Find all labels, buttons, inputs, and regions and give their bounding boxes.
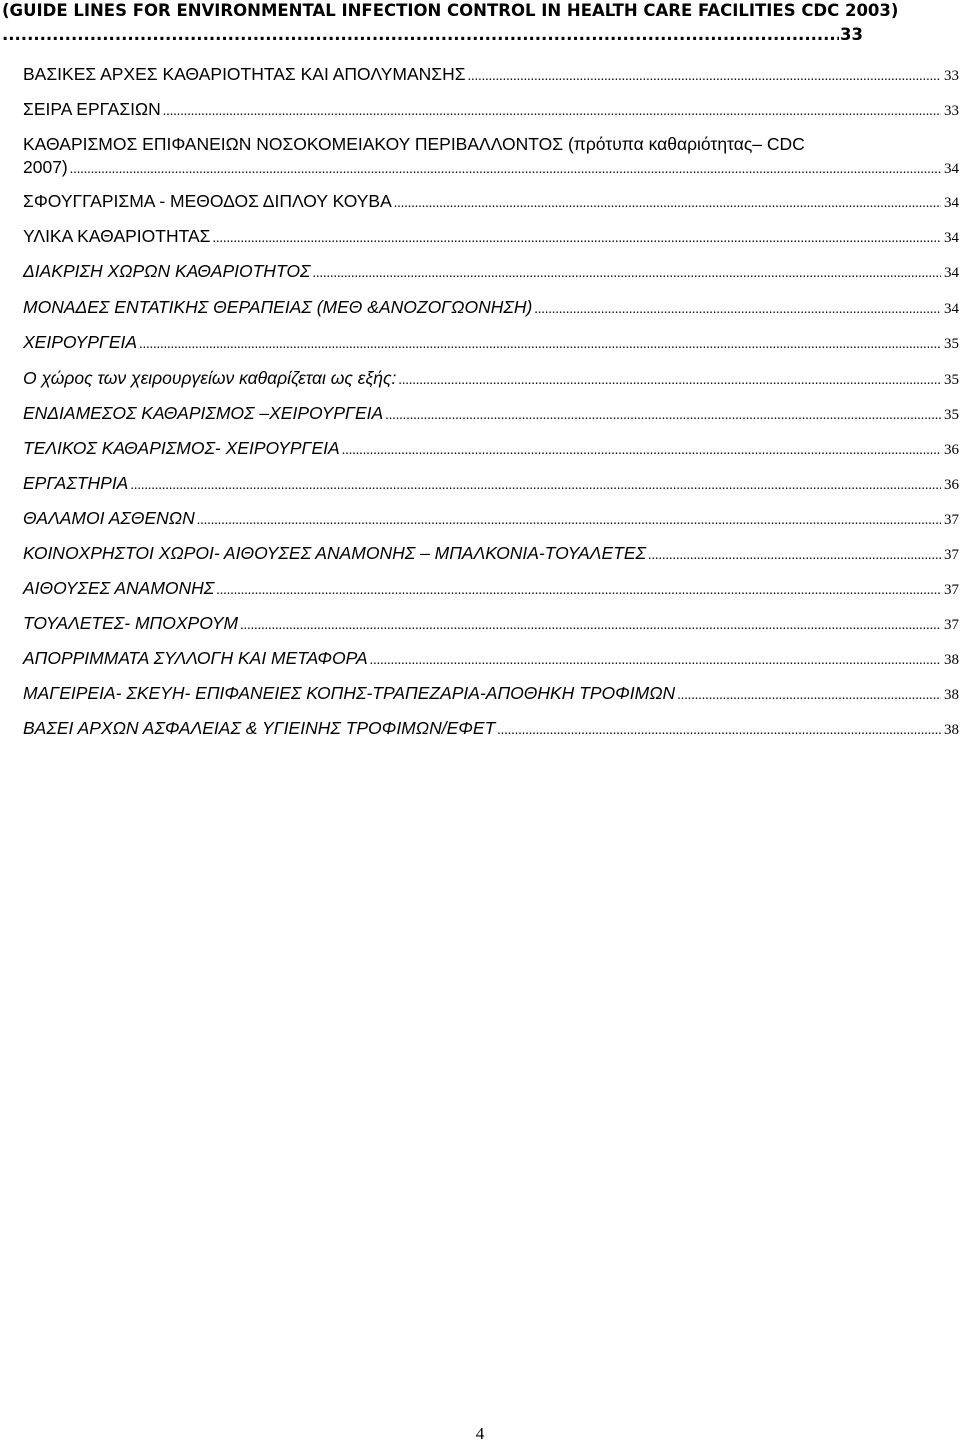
toc-entry[interactable]	[23, 577, 959, 602]
toc-entry-page: 34	[944, 161, 959, 177]
dot-leader	[534, 299, 941, 321]
dot-leader	[139, 334, 941, 356]
toc-entry[interactable]	[23, 331, 959, 356]
dot-leader	[163, 101, 941, 123]
toc-entry-page: 34	[944, 230, 959, 246]
toc-entry[interactable]	[23, 225, 959, 250]
dot-leader	[2, 24, 839, 46]
toc-entry[interactable]	[23, 472, 959, 497]
toc-entry-title: ΕΝΔΙΑΜΕΣΟΣ ΚΑΘΑΡΙΣΜΟΣ –ΧΕΙΡΟΥΡΓΕΙΑ	[23, 403, 384, 423]
toc-entry-page: 35	[944, 372, 959, 388]
toc-entry[interactable]	[23, 507, 959, 532]
toc-entry-page: 33	[944, 68, 959, 84]
dot-leader	[385, 405, 941, 427]
toc-entry[interactable]	[23, 402, 959, 427]
toc-heading-leader-line	[2, 24, 863, 46]
toc-entry[interactable]	[23, 717, 959, 742]
toc-entry-title-line1[interactable]: ΚΑΘΑΡΙΣΜΟΣ ΕΠΙΦΑΝΕΙΩΝ ΝΟΣΟΚΟΜΕΙΑΚΟΥ ΠΕΡΙΒΑΛΛΟΝΤΟΣ (πρότυπα καθαριότητας– CDC	[23, 134, 805, 154]
toc-entry-title: Ο χώρος των χειρουργείων καθαρίζεται ως εξής:	[23, 368, 397, 388]
toc-entry-title: ΑΠΟΡΡΙΜΜΑΤΑ ΣΥΛΛΟΓΗ ΚΑΙ ΜΕΤΑΦΟΡΑ	[23, 648, 368, 668]
toc-entry-page: 34	[944, 301, 959, 317]
toc-entry[interactable]	[23, 682, 959, 707]
dot-leader	[398, 370, 941, 392]
toc-entry-title: ΤΕΛΙΚΟΣ ΚΑΘΑΡΙΣΜΟΣ- ΧΕΙΡΟΥΡΓΕΙΑ	[23, 438, 340, 458]
toc-entry-page: 38	[944, 687, 959, 703]
toc-entry-page: 34	[944, 265, 959, 281]
toc-entry-page: 33	[944, 103, 959, 119]
toc-entry-page: 35	[944, 336, 959, 352]
dot-leader	[370, 650, 941, 672]
toc-entry-title: ΜΟΝΑΔΕΣ ΕΝΤΑΤΙΚΗΣ ΘΕΡΑΠΕΙΑΣ (ΜΕΘ &ΑΝΟΖΟΓΩΟΝΗΣΗ)	[23, 297, 533, 317]
dot-leader	[497, 720, 941, 742]
dot-leader	[130, 475, 941, 497]
dot-leader	[342, 440, 941, 462]
toc-entry[interactable]	[23, 367, 959, 392]
dot-leader	[70, 159, 941, 181]
toc-entry-page: 34	[944, 195, 959, 211]
toc-entry-page: 38	[944, 652, 959, 668]
toc-entry-title: ΧΕΙΡΟΥΡΓΕΙΑ	[23, 332, 138, 352]
toc-entry-title: ΔΙΑΚΡΙΣΗ ΧΩΡΩΝ ΚΑΘΑΡΙΟΤΗΤΟΣ	[23, 261, 311, 281]
toc-entry-title: ΑΙΘΟΥΣΕΣ ΑΝΑΜΟΝΗΣ	[23, 578, 215, 598]
toc-entry-title: ΤΟΥΑΛΕΤΕΣ- ΜΠΟΧΡΟΥΜ	[23, 613, 239, 633]
toc-entry-page: 37	[944, 547, 959, 563]
toc-entry-title: ΒΑΣΙΚΕΣ ΑΡΧΕΣ ΚΑΘΑΡΙΟΤΗΤΑΣ ΚΑΙ ΑΠΟΛΥΜΑΝΣΗΣ	[23, 64, 466, 84]
dot-leader	[197, 510, 941, 532]
toc-entry[interactable]	[23, 437, 959, 462]
toc-entry[interactable]	[23, 612, 959, 637]
toc-entry-title: ΣΕΙΡΑ ΕΡΓΑΣΙΩΝ	[23, 99, 161, 119]
toc-entry-title: ΥΛΙΚΑ ΚΑΘΑΡΙΟΤΗΤΑΣ	[23, 226, 211, 246]
toc-entry[interactable]	[23, 63, 959, 88]
toc-entry-page: 35	[944, 407, 959, 423]
toc-entry[interactable]	[23, 260, 959, 285]
toc-entry[interactable]	[23, 647, 959, 672]
dot-leader	[212, 228, 941, 250]
page-number-footer	[0, 1424, 960, 1444]
toc-entry[interactable]	[23, 156, 959, 181]
toc-heading-page: 33	[840, 25, 863, 44]
toc-entry-title: ΕΡΓΑΣΤΗΡΙΑ	[23, 473, 129, 493]
toc-entry-title: ΒΑΣΕΙ ΑΡΧΩΝ ΑΣΦΑΛΕΙΑΣ & ΥΓΙΕΙΝΗΣ ΤΡΟΦΙΜΩΝ/ΕΦΕΤ	[23, 718, 496, 738]
toc-entry[interactable]	[23, 542, 959, 567]
dot-leader	[394, 193, 941, 215]
page-number: 4	[475, 1424, 485, 1443]
dot-leader	[648, 545, 941, 567]
toc-entry-page: 36	[944, 442, 959, 458]
toc-entry-page: 36	[944, 477, 959, 493]
toc-entry-page: 37	[944, 512, 959, 528]
toc-entry-title: ΣΦΟΥΓΓΑΡΙΣΜΑ - ΜΕΘΟΔΟΣ ΔΙΠΛΟΥ ΚΟΥΒΑ	[23, 191, 392, 211]
toc-entry[interactable]	[23, 98, 959, 123]
toc-entry[interactable]	[23, 296, 959, 321]
toc-entry-title: ΘΑΛΑΜΟΙ ΑΣΘΕΝΩΝ	[23, 508, 195, 528]
dot-leader	[312, 263, 941, 285]
toc-entry-page: 37	[944, 617, 959, 633]
toc-entry-title: 2007)	[23, 157, 68, 177]
toc-entry-page: 37	[944, 582, 959, 598]
toc-entry[interactable]	[23, 190, 959, 215]
dot-leader	[240, 615, 941, 637]
toc-heading: (GUIDE LINES FOR ENVIRONMENTAL INFECTION CONTROL IN HEALTH CARE FACILITIES CDC 2003)	[2, 1, 899, 20]
dot-leader	[677, 685, 941, 707]
dot-leader	[468, 66, 941, 88]
toc-entry-title: ΚΟΙΝΟΧΡΗΣΤΟΙ ΧΩΡΟΙ- ΑΙΘΟΥΣΕΣ ΑΝΑΜΟΝΗΣ – ΜΠΑΛΚΟΝΙΑ-ΤΟΥΑΛΕΤΕΣ	[23, 543, 647, 563]
toc-entry-title: ΜΑΓΕΙΡΕΙΑ- ΣΚΕΥΗ- ΕΠΙΦΑΝΕΙΕΣ ΚΟΠΗΣ-ΤΡΑΠΕΖΑΡΙΑ-ΑΠΟΘΗΚΗ ΤΡΟΦΙΜΩΝ	[23, 683, 676, 703]
dot-leader	[216, 580, 941, 602]
toc-entry-page: 38	[944, 722, 959, 738]
